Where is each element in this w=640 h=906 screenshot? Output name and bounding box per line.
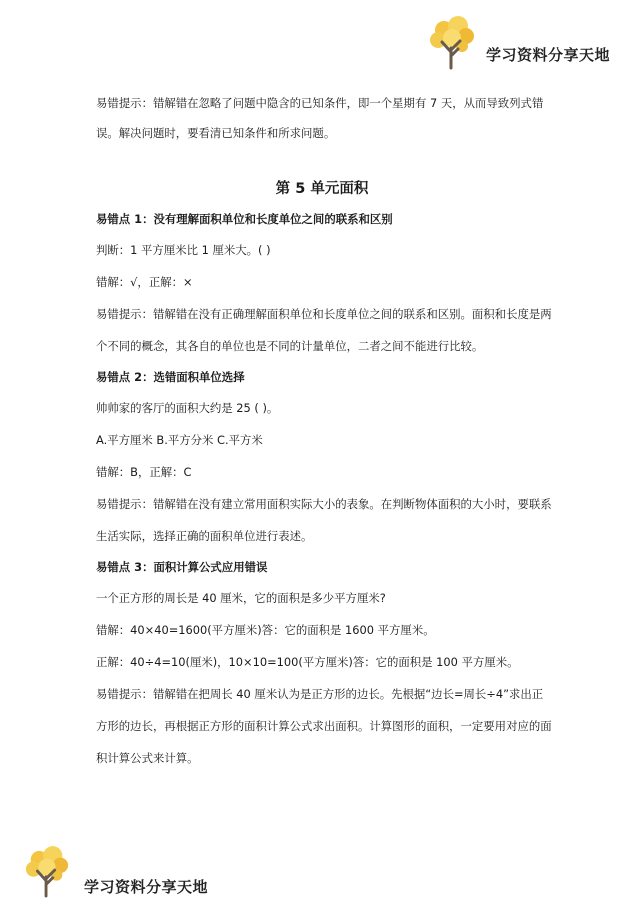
section-title: 第 5 单元面积 xyxy=(275,181,369,197)
tip-line: 个不同的概念，其各自的单位也是不同的计量单位，二者之间不能进行比较。 xyxy=(96,339,484,353)
wrong-answer-line: 错解：40×40=1600(平方厘米)答：它的面积是 1600 平方厘米。 xyxy=(96,623,435,637)
correct-answer-line: 正解：40÷4=10(厘米)，10×10=100(平方厘米)答：它的面积是 100 平方厘米。 xyxy=(96,655,519,669)
question-line: 一个正方形的周长是 40 厘米，它的面积是多少平方厘米? xyxy=(96,591,386,605)
question-line: 帅帅家的客厅的面积大约是 25 ( )。 xyxy=(96,401,279,415)
intro-line-2: 误。解决问题时，要看清已知条件和所求问题。 xyxy=(96,126,336,140)
tip-line: 易错提示：错解错在没有建立常用面积实际大小的表象。在判断物体面积的大小时，要联系 xyxy=(96,497,552,511)
logo-title: 学习资料分享天地 xyxy=(486,45,611,64)
tree-logo-icon xyxy=(428,16,476,70)
header-logo xyxy=(428,16,610,70)
tip-line: 积计算公式来计算。 xyxy=(96,751,199,765)
intro-line-1: 易错提示：错解错在忽略了问题中隐含的已知条件，即一个星期有 7 天，从而导致列式错 xyxy=(96,96,544,110)
logo-title: 学习资料分享天地 xyxy=(84,877,209,896)
tree-logo-icon xyxy=(24,846,70,898)
tip-line: 易错提示：错解错在把周长 40 厘米认为是正方形的边长。先根据“边长=周长÷4”求出正 xyxy=(96,687,544,701)
point-1 xyxy=(96,204,552,362)
options-line: A.平方厘米 B.平方分米 C.平方米 xyxy=(96,433,263,447)
answer-line: 错解：B，正解：C xyxy=(96,465,192,479)
tip-line: 方形的边长，再根据正方形的面积计算公式求出面积。计算图形的面积，一定要用对应的面 xyxy=(96,719,552,733)
answer-line: 错解：√，正解：× xyxy=(96,275,193,289)
footer-logo xyxy=(24,846,208,898)
point-2 xyxy=(96,362,552,552)
point-heading: 易错点 3：面积计算公式应用错误 xyxy=(96,560,268,574)
tip-line: 易错提示：错解错在没有正确理解面积单位和长度单位之间的联系和区别。面积和长度是两 xyxy=(96,307,552,321)
point-heading: 易错点 2：选错面积单位选择 xyxy=(96,370,245,384)
point-heading: 易错点 1：没有理解面积单位和长度单位之间的联系和区别 xyxy=(96,212,393,226)
question-line: 判断：1 平方厘米比 1 厘米大。( ) xyxy=(96,243,271,257)
point-3 xyxy=(96,552,552,774)
document-body xyxy=(96,88,552,774)
tip-line: 生活实际，选择正确的面积单位进行表述。 xyxy=(96,529,313,543)
